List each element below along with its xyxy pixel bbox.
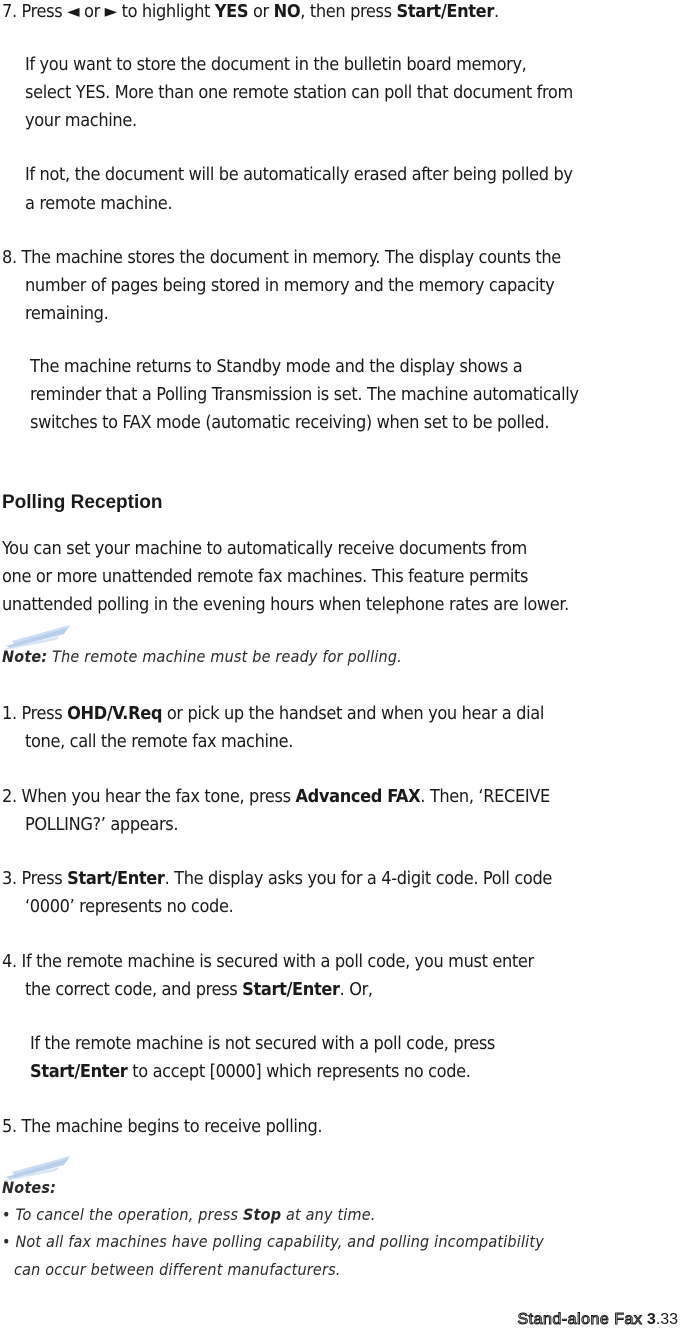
intro-text: one or more unattended remote fax machines. This feature permits <box>2 566 529 587</box>
step-4-text: the correct code, and press Start/Enter. Or, <box>25 979 373 1000</box>
notes-label: Notes: <box>2 1178 57 1197</box>
step-7-text: your machine. <box>25 110 137 131</box>
step-7-text: If not, the document will be automatically erased after being polled by <box>25 164 573 185</box>
note: Note: The remote machine must be ready for polling. <box>2 647 402 666</box>
step-1-text: tone, call the remote fax machine. <box>25 731 293 752</box>
step-8-text: number of pages being stored in memory and the memory capacity <box>25 275 555 296</box>
step-2: 2. When you hear the fax tone, press Advanced FAX. Then, ‘RECEIVE <box>2 786 550 807</box>
section-heading: Polling Reception <box>2 492 163 513</box>
step-3-text: ‘0000’ represents no code. <box>25 896 234 917</box>
page-footer <box>517 1310 678 1330</box>
step-3: 3. Press Start/Enter. The display asks you for a 4-digit code. Poll code <box>2 868 553 889</box>
step-7: 7. Press ◄ or ► to highlight YES or NO, then press Start/Enter. <box>2 1 499 22</box>
note-item: • To cancel the operation, press Stop at any time. <box>2 1205 376 1224</box>
page-number: 3.33 <box>646 1311 678 1328</box>
step-8-text: remaining. <box>25 303 109 324</box>
step-8: 8. The machine stores the document in memory. The display counts the <box>2 247 561 268</box>
intro-text: You can set your machine to automatically receive documents from <box>2 538 527 559</box>
note-item: • Not all fax machines have polling capability, and polling incompatibility <box>2 1232 544 1251</box>
step-8-text: reminder that a Polling Transmission is set. The machine automatically <box>30 384 579 405</box>
step-2-text: POLLING?’ appears. <box>25 814 179 835</box>
step-1: 1. Press OHD/V.Req or pick up the handset and when you hear a dial <box>2 703 544 724</box>
step-4: 4. If the remote machine is secured with a poll code, you must enter <box>2 951 534 972</box>
step-4-text: Start/Enter to accept [0000] which represents no code. <box>30 1061 471 1082</box>
step-5: 5. The machine begins to receive polling. <box>2 1116 323 1137</box>
step-8-text: switches to FAX mode (automatic receiving) when set to be polled. <box>30 412 550 433</box>
step-7-text: If you want to store the document in the bulletin board memory, <box>25 54 527 75</box>
intro-text: unattended polling in the evening hours when telephone rates are lower. <box>2 594 569 615</box>
step-7-text: a remote machine. <box>25 193 173 214</box>
note-item: can occur between different manufacturers. <box>14 1260 341 1279</box>
step-4-text: If the remote machine is not secured with a poll code, press <box>30 1033 496 1054</box>
step-8-text: The machine returns to Standby mode and the display shows a <box>30 356 523 377</box>
step-7-text: select YES. More than one remote station can poll that document from <box>25 82 573 103</box>
footer-section: Stand-alone Fax <box>517 1311 643 1328</box>
